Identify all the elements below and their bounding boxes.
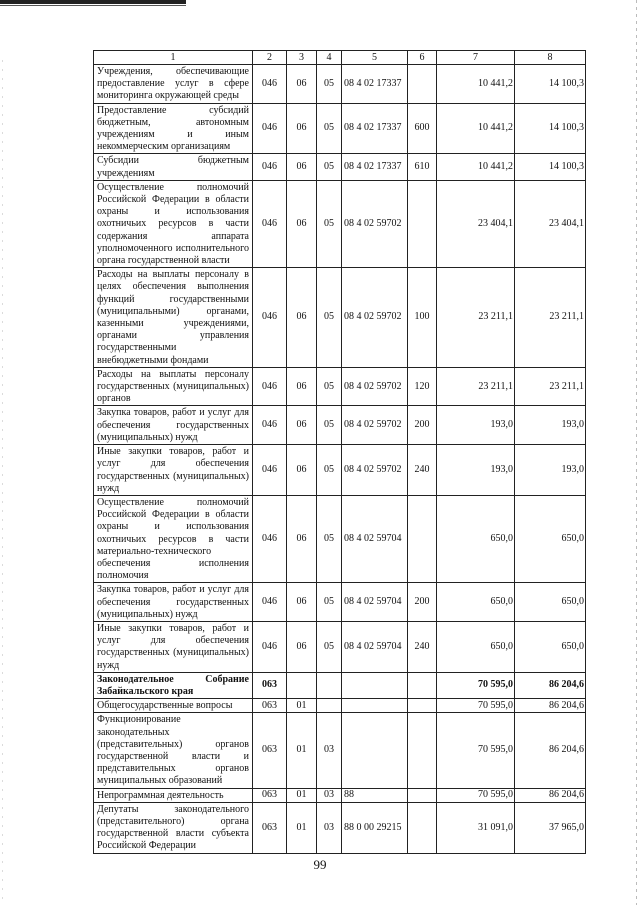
scan-top-line	[0, 5, 186, 6]
row-name-cell: Расходы на выплаты персоналу в целях обеспечения выполнения функций государственными (муниципальными) органами, казенными учреждениями, органами управления государственными внебюджетными фондами	[94, 268, 253, 368]
column-header-5: 5	[342, 51, 408, 65]
table-row	[94, 180, 586, 267]
table-row	[94, 672, 586, 698]
section-cell: 06	[287, 180, 317, 267]
admin-code-cell: 046	[253, 367, 287, 406]
subsection-cell	[317, 699, 342, 713]
section-cell: 01	[287, 699, 317, 713]
target-article-cell	[342, 699, 408, 713]
table-row	[94, 154, 586, 180]
subsection-cell: 03	[317, 788, 342, 802]
subsection-cell: 05	[317, 495, 342, 582]
expense-type-cell: 600	[408, 103, 437, 154]
section-cell: 06	[287, 495, 317, 582]
amount-year2-cell: 193,0	[515, 406, 586, 445]
amount-year2-cell: 650,0	[515, 583, 586, 622]
admin-code-cell: 046	[253, 406, 287, 445]
expense-type-cell: 100	[408, 268, 437, 368]
expense-type-cell	[408, 699, 437, 713]
column-header-1: 1	[94, 51, 253, 65]
amount-year1-cell: 650,0	[437, 583, 515, 622]
table-row	[94, 268, 586, 368]
amount-year1-cell: 23 404,1	[437, 180, 515, 267]
amount-year1-cell: 650,0	[437, 495, 515, 582]
subsection-cell: 05	[317, 154, 342, 180]
expense-type-cell: 200	[408, 406, 437, 445]
row-name-cell: Осуществление полномочий Российской Федерации в области охраны и использования охотничьих ресурсов в части материально-технического обеспечения исполнения полномочия	[94, 495, 253, 582]
amount-year2-cell: 86 204,6	[515, 699, 586, 713]
amount-year2-cell: 193,0	[515, 445, 586, 496]
subsection-cell: 05	[317, 103, 342, 154]
target-article-cell: 08 4 02 59702	[342, 367, 408, 406]
row-name-cell: Законодательное Собрание Забайкальского края	[94, 672, 253, 698]
target-article-cell: 08 4 02 59704	[342, 495, 408, 582]
expense-type-cell: 200	[408, 583, 437, 622]
target-article-cell	[342, 672, 408, 698]
row-name-cell: Иные закупки товаров, работ и услуг для обеспечения государственных (муниципальных) нужд	[94, 445, 253, 496]
section-cell: 06	[287, 445, 317, 496]
section-cell: 06	[287, 583, 317, 622]
amount-year1-cell: 10 441,2	[437, 65, 515, 104]
amount-year2-cell: 86 204,6	[515, 672, 586, 698]
target-article-cell: 08 4 02 59704	[342, 621, 408, 672]
subsection-cell: 03	[317, 802, 342, 853]
expense-type-cell	[408, 713, 437, 788]
amount-year1-cell: 23 211,1	[437, 367, 515, 406]
amount-year2-cell: 23 211,1	[515, 367, 586, 406]
scan-top-bar	[0, 0, 186, 4]
row-name-cell: Осуществление полномочий Российской Федерации в области охраны и использования охотничьих ресурсов в части содержания аппарата уполномоченного исполнительного органа государственной власти	[94, 180, 253, 267]
section-cell	[287, 672, 317, 698]
target-article-cell: 08 4 02 17337	[342, 65, 408, 104]
expense-type-cell	[408, 180, 437, 267]
table-row	[94, 621, 586, 672]
amount-year2-cell: 86 204,6	[515, 788, 586, 802]
section-cell: 06	[287, 268, 317, 368]
amount-year1-cell: 23 211,1	[437, 268, 515, 368]
amount-year1-cell: 193,0	[437, 406, 515, 445]
row-name-cell: Предоставление субсидий бюджетным, автономным учреждениям и иным некоммерческим организациям	[94, 103, 253, 154]
admin-code-cell: 046	[253, 621, 287, 672]
subsection-cell	[317, 672, 342, 698]
section-cell: 06	[287, 406, 317, 445]
table-row	[94, 802, 586, 853]
amount-year1-cell: 70 595,0	[437, 699, 515, 713]
amount-year2-cell: 23 211,1	[515, 268, 586, 368]
column-header-8: 8	[515, 51, 586, 65]
expense-type-cell	[408, 65, 437, 104]
subsection-cell: 05	[317, 621, 342, 672]
target-article-cell	[342, 713, 408, 788]
row-name-cell: Иные закупки товаров, работ и услуг для обеспечения государственных (муниципальных) нужд	[94, 621, 253, 672]
amount-year2-cell: 650,0	[515, 621, 586, 672]
amount-year2-cell: 23 404,1	[515, 180, 586, 267]
amount-year1-cell: 650,0	[437, 621, 515, 672]
section-cell: 06	[287, 154, 317, 180]
subsection-cell: 03	[317, 713, 342, 788]
section-cell: 01	[287, 788, 317, 802]
subsection-cell: 05	[317, 180, 342, 267]
target-article-cell: 08 4 02 59702	[342, 406, 408, 445]
target-article-cell: 08 4 02 59702	[342, 268, 408, 368]
expense-type-cell: 610	[408, 154, 437, 180]
table-row	[94, 495, 586, 582]
expense-type-cell	[408, 788, 437, 802]
expense-type-cell	[408, 495, 437, 582]
admin-code-cell: 046	[253, 154, 287, 180]
section-cell: 01	[287, 802, 317, 853]
table-row	[94, 788, 586, 802]
admin-code-cell: 046	[253, 583, 287, 622]
column-header-7: 7	[437, 51, 515, 65]
amount-year2-cell: 14 100,3	[515, 103, 586, 154]
expense-type-cell: 240	[408, 621, 437, 672]
section-cell: 06	[287, 65, 317, 104]
subsection-cell: 05	[317, 445, 342, 496]
admin-code-cell: 063	[253, 788, 287, 802]
expense-type-cell: 240	[408, 445, 437, 496]
row-name-cell: Закупка товаров, работ и услуг для обеспечения государственных (муниципальных) нужд	[94, 583, 253, 622]
admin-code-cell: 046	[253, 268, 287, 368]
subsection-cell: 05	[317, 367, 342, 406]
table-row	[94, 367, 586, 406]
admin-code-cell: 046	[253, 103, 287, 154]
expense-type-cell	[408, 672, 437, 698]
subsection-cell: 05	[317, 268, 342, 368]
table-row	[94, 699, 586, 713]
row-name-cell: Субсидии бюджетным учреждениям	[94, 154, 253, 180]
scan-edge-left	[2, 60, 3, 900]
target-article-cell: 88	[342, 788, 408, 802]
row-name-cell: Общегосударственные вопросы	[94, 699, 253, 713]
table-row	[94, 103, 586, 154]
section-cell: 06	[287, 621, 317, 672]
row-name-cell: Функционирование законодательных (представительных) органов государственной власти и представительных органов муниципальных образований	[94, 713, 253, 788]
column-header-4: 4	[317, 51, 342, 65]
column-header-2: 2	[253, 51, 287, 65]
admin-code-cell: 063	[253, 699, 287, 713]
column-header-3: 3	[287, 51, 317, 65]
target-article-cell: 08 4 02 17337	[342, 103, 408, 154]
amount-year1-cell: 10 441,2	[437, 154, 515, 180]
row-name-cell: Непрограммная деятельность	[94, 788, 253, 802]
amount-year2-cell: 14 100,3	[515, 154, 586, 180]
expense-type-cell	[408, 802, 437, 853]
row-name-cell: Закупка товаров, работ и услуг для обеспечения государственных (муниципальных) нужд	[94, 406, 253, 445]
admin-code-cell: 063	[253, 802, 287, 853]
admin-code-cell: 063	[253, 672, 287, 698]
amount-year1-cell: 31 091,0	[437, 802, 515, 853]
target-article-cell: 08 4 02 59702	[342, 180, 408, 267]
header-row	[94, 51, 586, 65]
row-name-cell: Учреждения, обеспечивающие предоставление услуг в сфере мониторинга окружающей среды	[94, 65, 253, 104]
amount-year2-cell: 14 100,3	[515, 65, 586, 104]
section-cell: 06	[287, 103, 317, 154]
section-cell: 06	[287, 367, 317, 406]
scan-edge-right	[636, 0, 637, 905]
table-row	[94, 65, 586, 104]
page-number: 99	[313, 857, 327, 872]
subsection-cell: 05	[317, 406, 342, 445]
admin-code-cell: 063	[253, 713, 287, 788]
admin-code-cell: 046	[253, 495, 287, 582]
expense-type-cell: 120	[408, 367, 437, 406]
table-row	[94, 406, 586, 445]
amount-year1-cell: 10 441,2	[437, 103, 515, 154]
amount-year1-cell: 70 595,0	[437, 713, 515, 788]
table-row	[94, 445, 586, 496]
amount-year1-cell: 193,0	[437, 445, 515, 496]
target-article-cell: 08 4 02 17337	[342, 154, 408, 180]
table-row	[94, 713, 586, 788]
subsection-cell: 05	[317, 65, 342, 104]
amount-year2-cell: 37 965,0	[515, 802, 586, 853]
admin-code-cell: 046	[253, 65, 287, 104]
amount-year1-cell: 70 595,0	[437, 672, 515, 698]
admin-code-cell: 046	[253, 180, 287, 267]
table-body	[94, 51, 586, 854]
target-article-cell: 08 4 02 59704	[342, 583, 408, 622]
row-name-cell: Депутаты законодательного (представительного) органа государственной власти субъекта Российской Федерации	[94, 802, 253, 853]
target-article-cell: 88 0 00 29215	[342, 802, 408, 853]
amount-year1-cell: 70 595,0	[437, 788, 515, 802]
amount-year2-cell: 86 204,6	[515, 713, 586, 788]
budget-table	[93, 50, 586, 854]
target-article-cell: 08 4 02 59702	[342, 445, 408, 496]
section-cell: 01	[287, 713, 317, 788]
table-row	[94, 583, 586, 622]
subsection-cell: 05	[317, 583, 342, 622]
column-header-6: 6	[408, 51, 437, 65]
amount-year2-cell: 650,0	[515, 495, 586, 582]
row-name-cell: Расходы на выплаты персоналу государственных (муниципальных) органов	[94, 367, 253, 406]
admin-code-cell: 046	[253, 445, 287, 496]
